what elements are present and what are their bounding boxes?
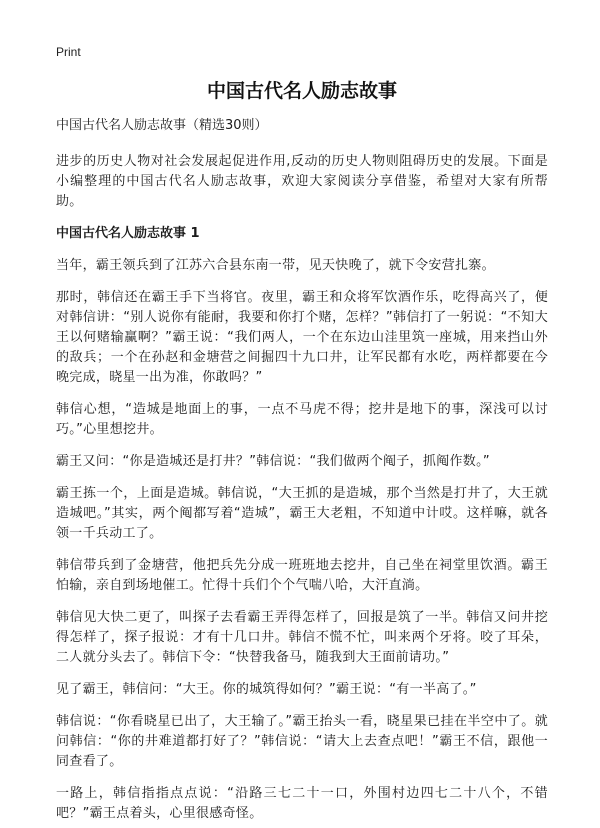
- section-heading: 中国古代名人励志故事 1: [56, 226, 200, 241]
- story-paragraph: 霸王拣一个，上面是造城。韩信说，“大王抓的是造城，那个当然是打井了，大王就造城吧。”其实，两个阄都写着“造城”，霸王大老粗，不知道中计哎。这样嘛，就各领一千兵动工了。: [56, 486, 548, 541]
- intro-paragraph: 进步的历史人物对社会发展起促进作用,反动的历史人物则阻碍历史的发展。下面是小编整理的中国古代名人励志故事，欢迎大家阅读分享借鉴，希望对大家有所帮助。: [56, 154, 548, 209]
- story-paragraph: 一路上，韩信指指点点说：“沿路三七二十一口，外围村边四七二十八个，不错吧？”霸王点着头，心里很感奇怪。: [56, 786, 548, 821]
- story-paragraph: 那时，韩信还在霸王手下当将官。夜里，霸王和众将军饮酒作乐，吃得高兴了，便对韩信讲：“别人说你有能耐，我要和你打个赌，怎样？”韩信打了一躬说：“不知大王以何赌输赢啊？”霸王说：“我们两人，一个在东边山洼里筑一座城，用来挡山外的敌兵；一个在孙赵和金塘营之间掘四十九口井，让军民都有水吃，两样都要在今晚完成，晓星一出为准，你敢吗？”: [56, 290, 548, 385]
- document-title: 中国古代名人励志故事: [206, 80, 397, 102]
- story-paragraph: 韩信心想，“造城是地面上的事，一点不马虎不得；挖井是地下的事，深浅可以讨巧。”心里想挖井。: [56, 402, 548, 437]
- print-link[interactable]: Print: [56, 45, 81, 59]
- story-paragraph: 韩信说：“你看晓星已出了，大王输了。”霸王抬头一看，晓星果已挂在半空中了。就问韩信：“你的井难道都打好了？”韩信说：“请大上去查点吧！”霸王不信，跟他一同查看了。: [56, 714, 548, 769]
- story-paragraph: 见了霸王，韩信问：“大王。你的城筑得如何？”霸王说：“有一半高了。”: [56, 682, 477, 697]
- document-subtitle: 中国古代名人励志故事（精选30则）: [56, 118, 268, 133]
- story-paragraph: 韩信带兵到了金塘营，他把兵先分成一班班地去挖井，自己坐在祠堂里饮酒。霸王怕输，亲自到场地催工。忙得十兵们个个气喘八哈，大汗直淌。: [56, 558, 548, 593]
- story-paragraph: 当年，霸王领兵到了江苏六合县东南一带，见天快晚了，就下令安营扎寨。: [56, 258, 495, 273]
- story-paragraph: 霸王又问：“你是造城还是打井？”韩信说：“我们做两个阄子，抓阄作数。”: [56, 454, 490, 469]
- story-paragraph: 韩信见大快二更了，叫探子去看霸王弄得怎样了，回报是筑了一半。韩信又问井挖得怎样了，探子报说：才有十几口井。韩信不慌不忙，叫来两个牙将。咬了耳朵，二人就分头去了。韩信下令：“快替我备马，随我到大王面前请功。”: [56, 610, 548, 665]
